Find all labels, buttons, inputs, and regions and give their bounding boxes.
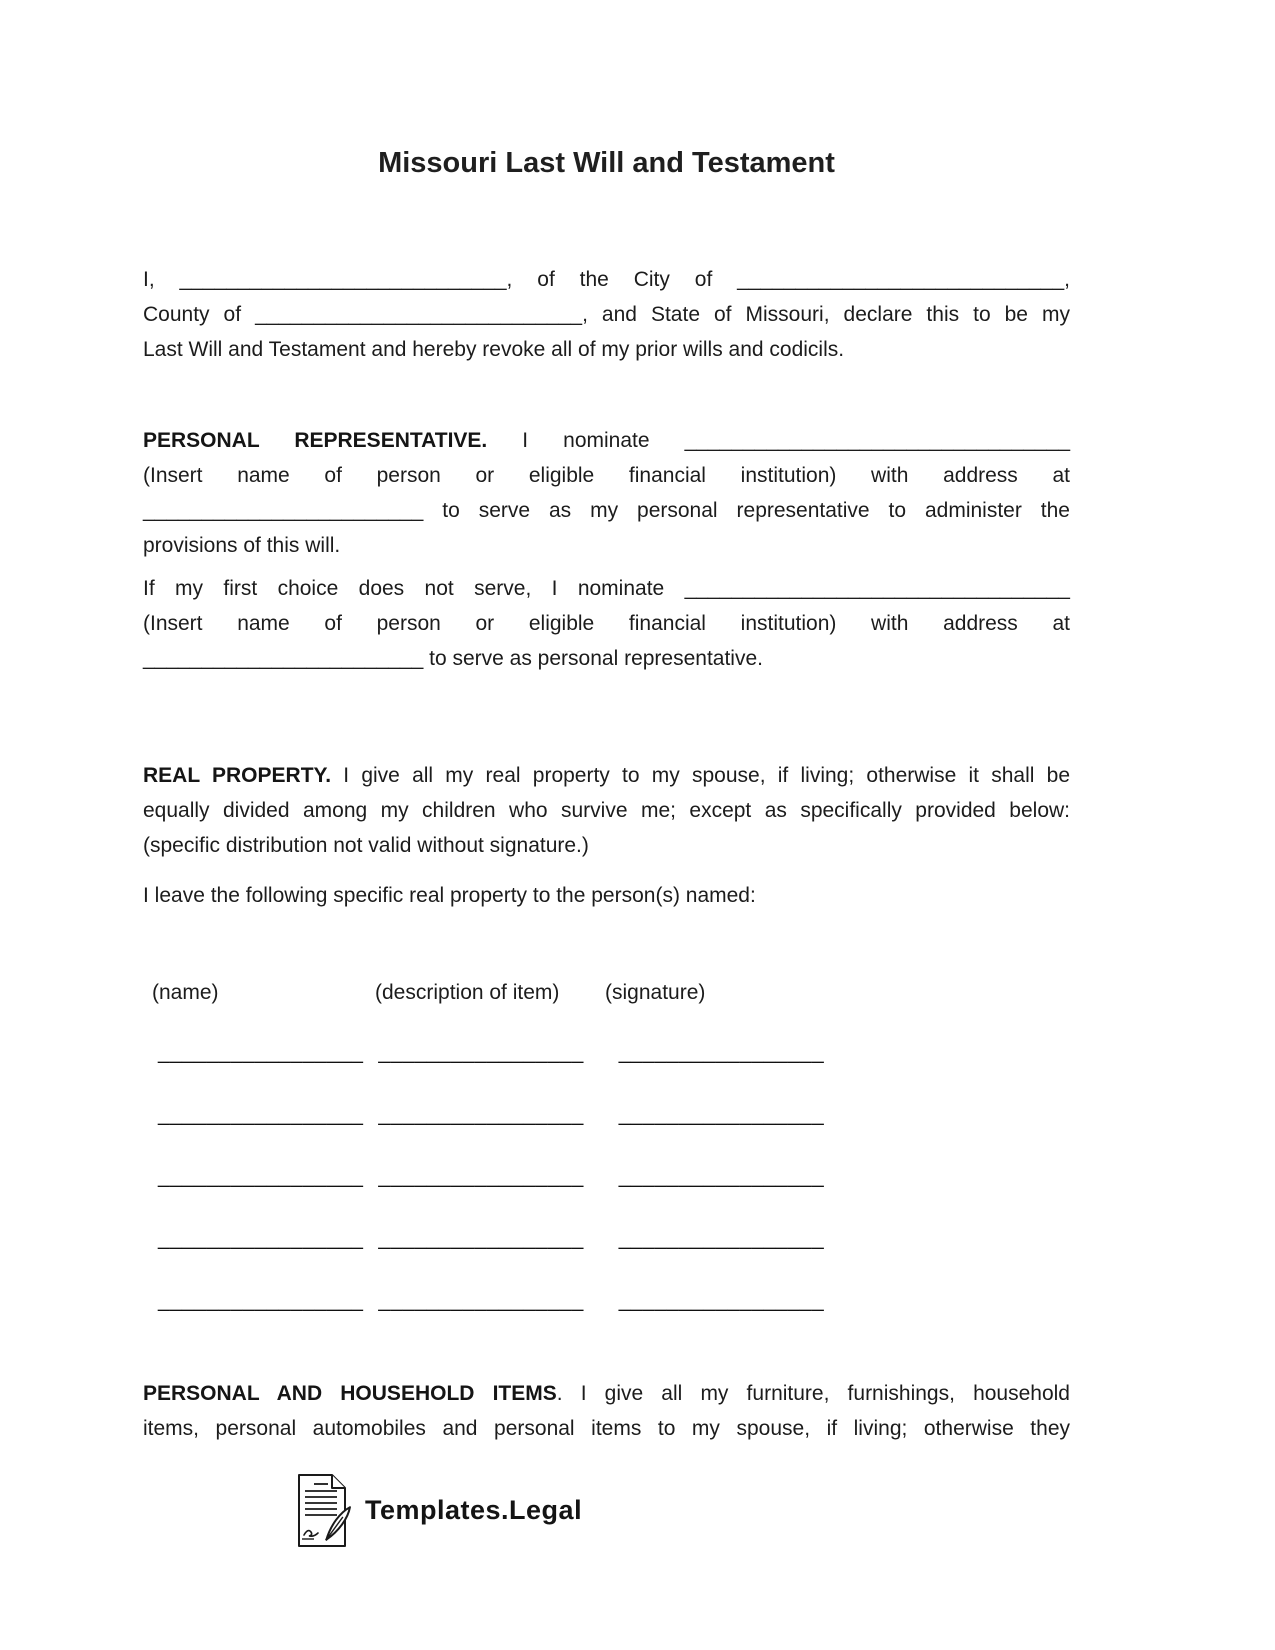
blank-line: _________________ [158,1165,364,1188]
page-title: Missouri Last Will and Testament [378,147,835,179]
section-heading: PERSONAL REPRESENTATIVE. [143,429,488,452]
property-table-header [143,975,1070,1010]
blank-line: _________________ [378,1227,584,1250]
real-property-paragraph [143,758,1070,863]
column-header-name: (name) [152,981,219,1004]
text-line: I, ____________________________, of the City of ____________________________, [143,268,1070,291]
blank-line: _________________ [158,1041,364,1064]
blank-line: _________________ [618,1103,825,1126]
footer-brand [143,1471,1070,1549]
text-line: equally divided among my children who survive me; except as specifically provided below: [143,799,1070,822]
table-row [143,1035,1070,1070]
text-line: Last Will and Testament and hereby revoke all of my prior wills and codicils. [143,338,845,361]
column-header-signature: (signature) [605,981,706,1004]
brand-name: Templates.Legal [365,1494,583,1525]
blank-line: _________________ [618,1289,825,1312]
blank-line: _________________ [158,1103,364,1126]
text-line: (Insert name of person or eligible financial institution) with address at [143,612,1070,635]
alternate-representative-paragraph [143,571,1070,676]
table-row [143,1221,1070,1256]
section-heading: PERSONAL AND HOUSEHOLD ITEMS [143,1382,557,1405]
personal-representative-paragraph [143,423,1070,563]
blank-line: _________________ [378,1165,584,1188]
blank-line: _________________ [378,1289,584,1312]
text-line: (Insert name of person or eligible financial institution) with address at [143,464,1070,487]
text-line: PERSONAL REPRESENTATIVE. I nominate _________________________________ [143,429,1071,452]
blank-line: _________________ [158,1227,364,1250]
text-line: PERSONAL AND HOUSEHOLD ITEMS. I give all my furniture, furnishings, household [143,1382,1070,1405]
text-line: REAL PROPERTY. I give all my real property to my spouse, if living; otherwise it shall be [143,764,1070,787]
blank-line: _________________ [378,1103,584,1126]
text-line: County of ____________________________, and State of Missouri, declare this to be my [143,303,1070,326]
intro-paragraph [143,262,1070,367]
property-table-rows [143,1035,1070,1318]
table-row [143,1097,1070,1132]
document-pen-icon [293,1471,351,1549]
text-line: If my first choice does not serve, I nominate _________________________________ [143,577,1070,600]
text-line: I leave the following specific real property to the person(s) named: [143,884,756,907]
section-heading: REAL PROPERTY. [143,764,332,787]
personal-household-items-paragraph [143,1376,1070,1446]
text-line: ________________________ to serve as personal representative. [143,647,763,670]
column-header-description: (description of item) [375,981,560,1004]
text-line: provisions of this will. [143,534,341,557]
text-line: ________________________ to serve as my personal representative to administer the [143,499,1070,522]
blank-line: _________________ [378,1041,584,1064]
real-property-lead-in [143,878,1070,913]
blank-line: _________________ [618,1227,825,1250]
blank-line: _________________ [618,1041,825,1064]
text-line: items, personal automobiles and personal items to my spouse, if living; otherwise they [143,1417,1070,1440]
text-line: (specific distribution not valid without signature.) [143,834,589,857]
blank-line: _________________ [158,1289,364,1312]
blank-line: _________________ [618,1165,825,1188]
table-row [143,1283,1070,1318]
table-row [143,1159,1070,1194]
